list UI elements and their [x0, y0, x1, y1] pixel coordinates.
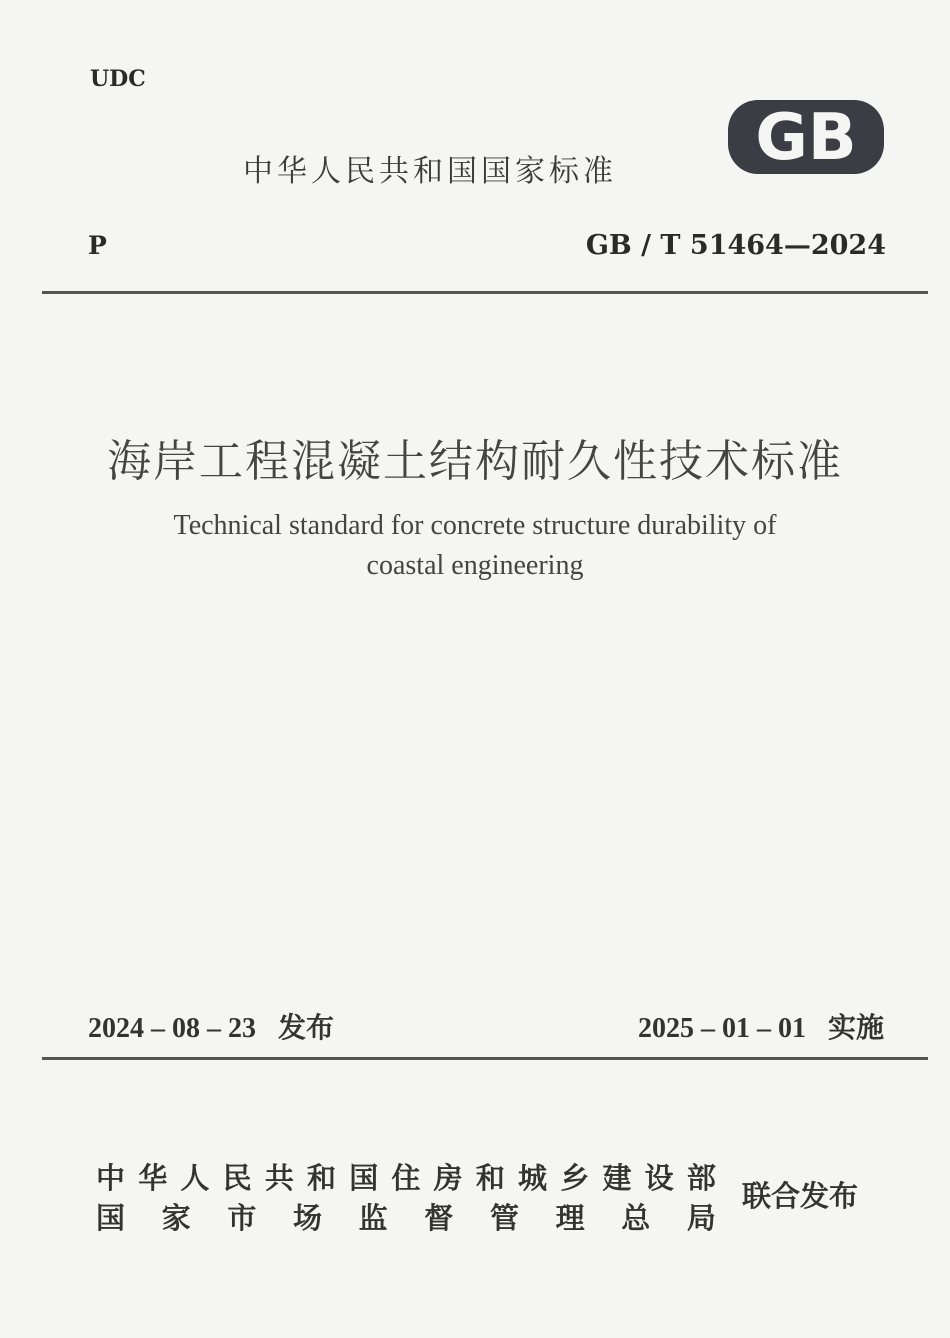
issuer-char: 人: [180, 1161, 210, 1195]
issuer-char: 总: [621, 1201, 651, 1235]
issuer-char: 和: [475, 1161, 505, 1195]
issuer-char: 家: [161, 1201, 191, 1235]
issuer-char: 监: [358, 1201, 388, 1235]
issuer-ministry-housing: [96, 1156, 716, 1197]
national-standard-heading: 中华人民共和国国家标准: [243, 154, 617, 189]
issuer-char: 场: [292, 1201, 322, 1235]
issuer-char: 华: [138, 1161, 168, 1195]
gb-logo-text: GB: [755, 101, 857, 175]
issuer-char: 市: [227, 1201, 257, 1235]
classification-code: P: [88, 231, 107, 260]
standard-number: GB / T 51464—2024: [585, 230, 886, 261]
title-english-line1: Technical standard for concrete structure durability of: [173, 510, 777, 541]
issuer-char: 设: [644, 1161, 674, 1195]
udc-label: UDC: [90, 66, 146, 92]
bottom-divider: [42, 1057, 928, 1060]
issuer-char: 督: [424, 1201, 454, 1235]
title-english: [0, 506, 950, 586]
issuer-char: 中: [96, 1161, 126, 1195]
issuer-char: 国: [349, 1161, 379, 1195]
issuer-char: 管: [489, 1201, 519, 1235]
issuer-char: 局: [686, 1201, 716, 1235]
issue-date: 2024 – 08 – 23: [88, 1013, 256, 1044]
joint-release-label: 联合发布: [742, 1179, 859, 1213]
issuer-char: 和: [307, 1161, 337, 1195]
issuer-char: 民: [222, 1161, 252, 1195]
issuer-char: 国: [96, 1201, 126, 1235]
gb-logo-icon: [726, 96, 886, 178]
top-divider: [42, 291, 928, 294]
issuer-char: 建: [602, 1161, 632, 1195]
title-english-line2: coastal engineering: [366, 550, 584, 581]
issuer-char: 乡: [560, 1161, 590, 1195]
issuer-char: 城: [518, 1161, 548, 1195]
issuer-char: 共: [264, 1161, 294, 1195]
issuer-char: 房: [433, 1161, 463, 1195]
issuer-market-regulation: [96, 1196, 716, 1237]
issue-date-block: [88, 1006, 334, 1046]
issuer-char: 理: [555, 1201, 585, 1235]
title-chinese: 海岸工程混凝土结构耐久性技术标准: [107, 436, 843, 487]
issuer-char: 住: [391, 1161, 421, 1195]
issuer-char: 部: [686, 1161, 716, 1195]
implement-label: 实施: [827, 1011, 884, 1044]
implement-date-block: [638, 1006, 884, 1046]
issue-label: 发布: [278, 1011, 335, 1044]
implement-date: 2025 – 01 – 01: [637, 1013, 806, 1044]
